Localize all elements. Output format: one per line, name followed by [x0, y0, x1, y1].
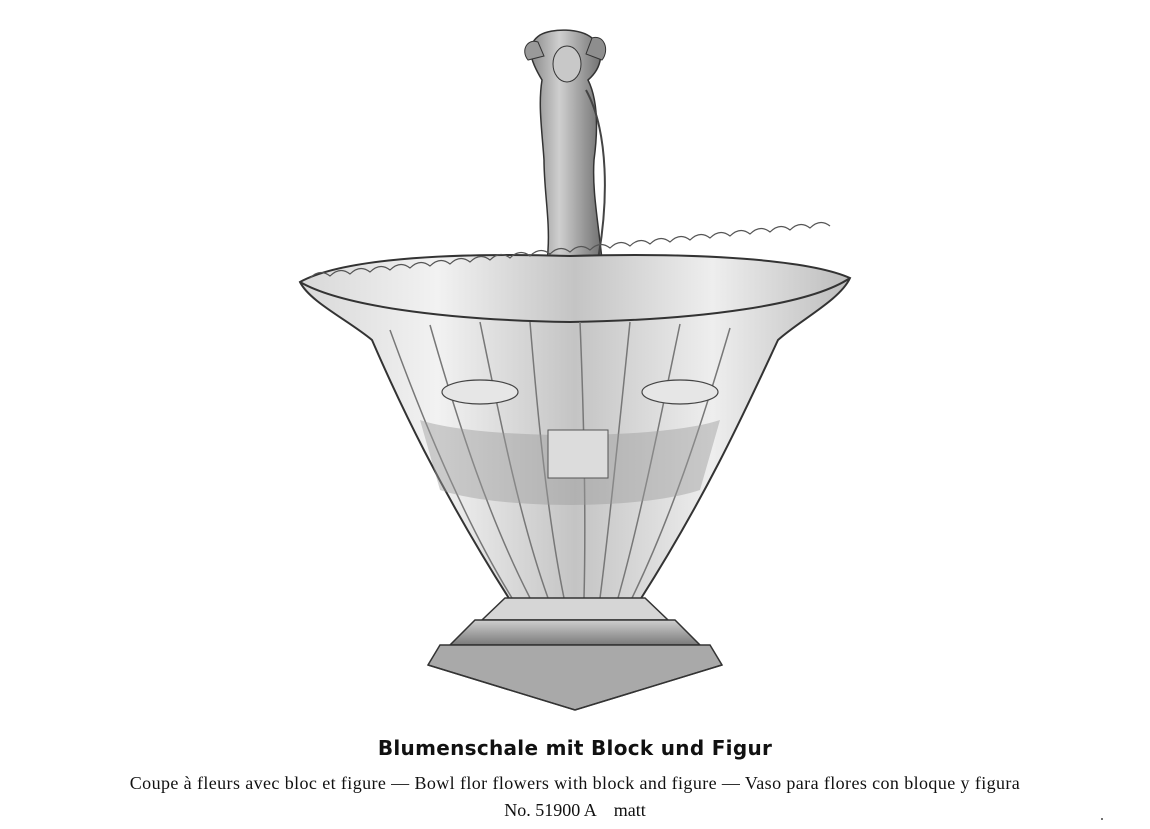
- catalog-number-line: [0, 800, 1150, 821]
- bowl-drawing: [280, 20, 870, 720]
- flower-bowl: [300, 222, 850, 600]
- catalog-subtitle: Coupe à fleurs avec bloc et figure — Bowl flor flowers with block and figure — Vaso para flores con bloque y figura: [129, 773, 1021, 793]
- catalog-number: No. 51900 A: [504, 800, 596, 820]
- catalog-title: Blumenschale mit Block und Figur: [377, 736, 773, 760]
- finish-label: matt: [613, 800, 646, 820]
- print-speck: [1101, 818, 1103, 820]
- bowl-illustration: [280, 20, 870, 720]
- bowl-base: [428, 598, 722, 710]
